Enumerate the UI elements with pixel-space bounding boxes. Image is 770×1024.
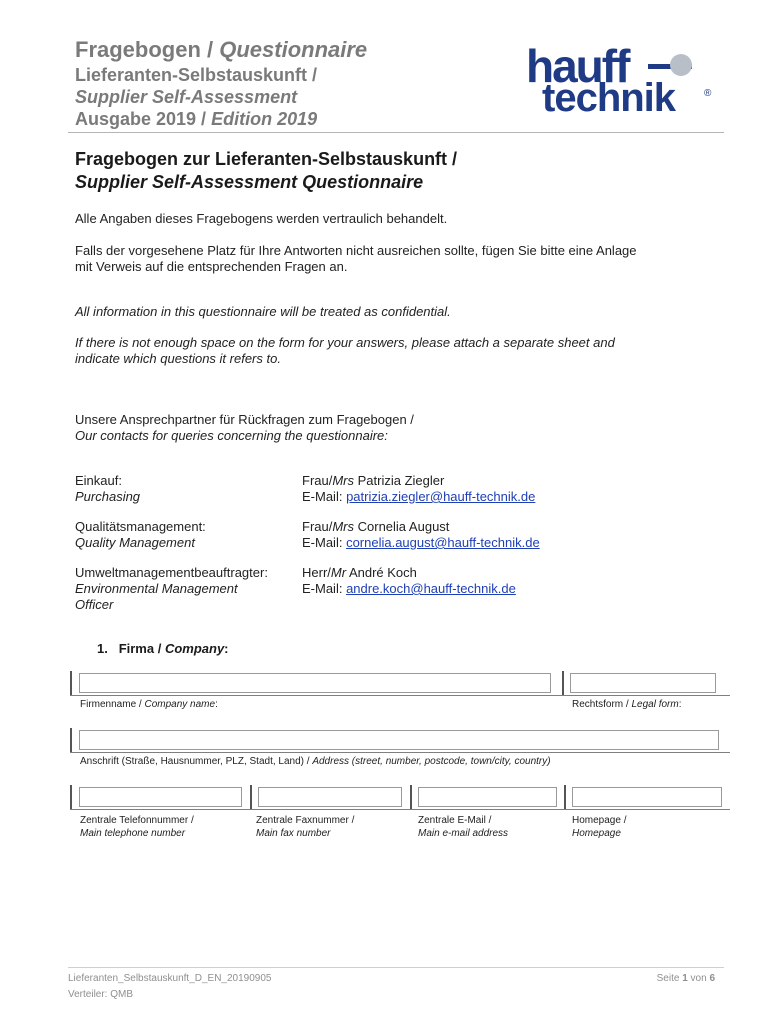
contact-person	[302, 473, 722, 505]
address-label	[80, 755, 551, 768]
label-en: Main telephone number	[80, 828, 186, 839]
hauff-technik-logo	[526, 40, 726, 124]
main-phone-input[interactable]	[79, 787, 242, 807]
intro-space-en-line2: indicate which questions it refers to.	[75, 351, 281, 366]
page-current: 1	[682, 973, 688, 984]
footer-distribution: Verteiler: QMB	[68, 989, 134, 1000]
label-de: Rechtsform /	[572, 699, 632, 710]
main-fax-input[interactable]	[258, 787, 402, 807]
section-1-title-colon: :	[224, 641, 229, 656]
footer-file-name: Lieferanten_Selbstauskunft_D_EN_20190905	[68, 973, 272, 984]
contact-email-label: E-Mail:	[302, 581, 347, 596]
header-line4	[75, 108, 317, 130]
label-en: Address (street, number, postcode, town/city, country)	[312, 756, 551, 767]
section-1-number: 1.	[97, 641, 108, 656]
label-en: Legal form	[631, 699, 679, 710]
contact-dept-de: Umweltmanagementbeauftragter:	[75, 565, 268, 580]
contact-department	[75, 473, 295, 505]
contact-email-row	[302, 535, 722, 551]
contact-salutation-de: Frau/	[302, 519, 333, 534]
field-bracket	[70, 728, 72, 752]
contact-name-text: André Koch	[346, 565, 417, 580]
label-de: Homepage /	[572, 815, 627, 826]
page-total: 6	[709, 973, 715, 984]
contact-email-label: E-Mail:	[302, 535, 347, 550]
contact-name-text: Patrizia Ziegler	[354, 473, 445, 488]
header-divider	[68, 132, 724, 133]
contact-salutation-en: Mrs	[332, 473, 355, 488]
label-de: Anschrift (Straße, Hausnummer, PLZ, Stadt, Land) /	[80, 756, 313, 767]
field-bracket	[250, 785, 252, 809]
header-line2: Lieferanten-Selbstauskunft /	[75, 65, 318, 85]
main-fax-label	[256, 814, 354, 840]
contact-dept-en: Environmental Management	[75, 581, 238, 596]
homepage-label	[572, 814, 626, 840]
intro-confidential-en: All information in this questionnaire will be treated as confidential.	[75, 304, 451, 319]
header-title-de: Fragebogen /	[75, 37, 220, 62]
contact-dept-de: Qualitätsmanagement:	[75, 519, 206, 534]
intro-confidential-de: Alle Angaben dieses Fragebogens werden vertraulich behandelt.	[75, 211, 448, 226]
section-1-title-en: Company	[164, 641, 225, 656]
logo-registered-mark: ®	[704, 88, 712, 99]
header-line3: Supplier Self-Assessment	[75, 87, 298, 107]
field-bracket	[70, 785, 72, 809]
label-de: Zentrale Faxnummer /	[256, 815, 355, 826]
header-line4-de: Ausgabe 2019 /	[75, 109, 212, 129]
legal-form-label: Rechtsform / Legal form:	[572, 699, 682, 710]
field-bracket	[70, 671, 72, 695]
field-underline	[70, 752, 730, 753]
contacts-intro-de: Unsere Ansprechpartner für Rückfragen zum Fragebogen /	[75, 412, 414, 427]
main-email-input[interactable]	[418, 787, 557, 807]
section-1-title-de: Firma /	[118, 641, 165, 656]
contact-email-label: E-Mail:	[302, 489, 347, 504]
document-title-de: Fragebogen zur Lieferanten-Selbstauskunft /	[75, 149, 458, 169]
logo-word-technik: technik	[542, 76, 676, 120]
contact-salutation-en: Mrs	[332, 519, 355, 534]
document-title-en: Supplier Self-Assessment Questionnaire	[75, 172, 424, 192]
page-word: Seite	[656, 973, 683, 984]
contact-email-row	[302, 581, 722, 597]
label-en: Main fax number	[256, 828, 331, 839]
contact-salutation-en: Mr	[330, 565, 347, 580]
contact-email-link[interactable]: patrizia.ziegler@hauff-technik.de	[346, 489, 536, 504]
main-phone-label	[80, 814, 194, 840]
document-title	[75, 148, 457, 194]
contact-person	[302, 519, 722, 551]
header-title-en: Questionnaire	[219, 37, 368, 62]
homepage-input[interactable]	[572, 787, 722, 807]
contact-salutation-de: Frau/	[302, 473, 333, 488]
field-bracket	[562, 671, 564, 695]
intro-space-de-line1: Falls der vorgesehene Platz für Ihre Antworten nicht ausreichen sollte, fügen Sie bitte eine Anlage	[75, 243, 637, 258]
page-of-word: von	[687, 973, 710, 984]
company-name-label: Firmenname / Company name:	[80, 699, 218, 710]
label-de: Zentrale E-Mail /	[418, 815, 492, 826]
label-de: Firmenname /	[80, 699, 145, 710]
contact-name	[302, 565, 722, 581]
contacts-intro-en: Our contacts for queries concerning the questionnaire:	[75, 428, 388, 443]
logo-word-hauff: hauff	[526, 40, 629, 92]
main-email-label	[418, 814, 508, 840]
label-en: Main e-mail address	[418, 828, 509, 839]
field-underline	[70, 809, 730, 810]
contact-department	[75, 519, 295, 551]
company-name-input[interactable]	[79, 673, 551, 693]
label-de: Zentrale Telefonnummer /	[80, 815, 194, 826]
section-1-heading	[97, 641, 229, 657]
contact-dept-en: Quality Management	[75, 535, 195, 550]
contact-dept-en-cont: Officer	[75, 597, 114, 612]
footer-divider	[68, 967, 724, 968]
contact-email-row	[302, 489, 722, 505]
intro-space-de-line2: mit Verweis auf die entsprechenden Fragen an.	[75, 259, 348, 274]
contact-dept-en: Purchasing	[75, 489, 141, 504]
contact-person	[302, 565, 722, 597]
address-input[interactable]	[79, 730, 719, 750]
header-line4-en: Edition 2019	[211, 109, 318, 129]
contact-email-link[interactable]: cornelia.august@hauff-technik.de	[346, 535, 540, 550]
field-underline	[70, 695, 730, 696]
label-en: Company name	[144, 699, 216, 710]
contacts-intro	[75, 412, 414, 444]
contact-name-text: Cornelia August	[354, 519, 450, 534]
intro-space-en	[75, 335, 615, 367]
header-title	[75, 36, 367, 64]
logo-dot-icon	[670, 54, 692, 76]
field-bracket	[564, 785, 566, 809]
contact-name	[302, 519, 722, 535]
intro-space-en-line1: If there is not enough space on the form for your answers, please attach a separate sheet and	[75, 335, 615, 350]
contact-department	[75, 565, 295, 613]
label-en: Homepage	[572, 828, 621, 839]
contact-dept-de: Einkauf:	[75, 473, 122, 488]
contact-email-link[interactable]: andre.koch@hauff-technik.de	[346, 581, 516, 596]
field-bracket	[410, 785, 412, 809]
contact-name	[302, 473, 722, 489]
contact-salutation-de: Herr/	[302, 565, 331, 580]
footer-page-number	[657, 970, 715, 987]
legal-form-input[interactable]	[570, 673, 716, 693]
intro-space-de	[75, 243, 637, 275]
